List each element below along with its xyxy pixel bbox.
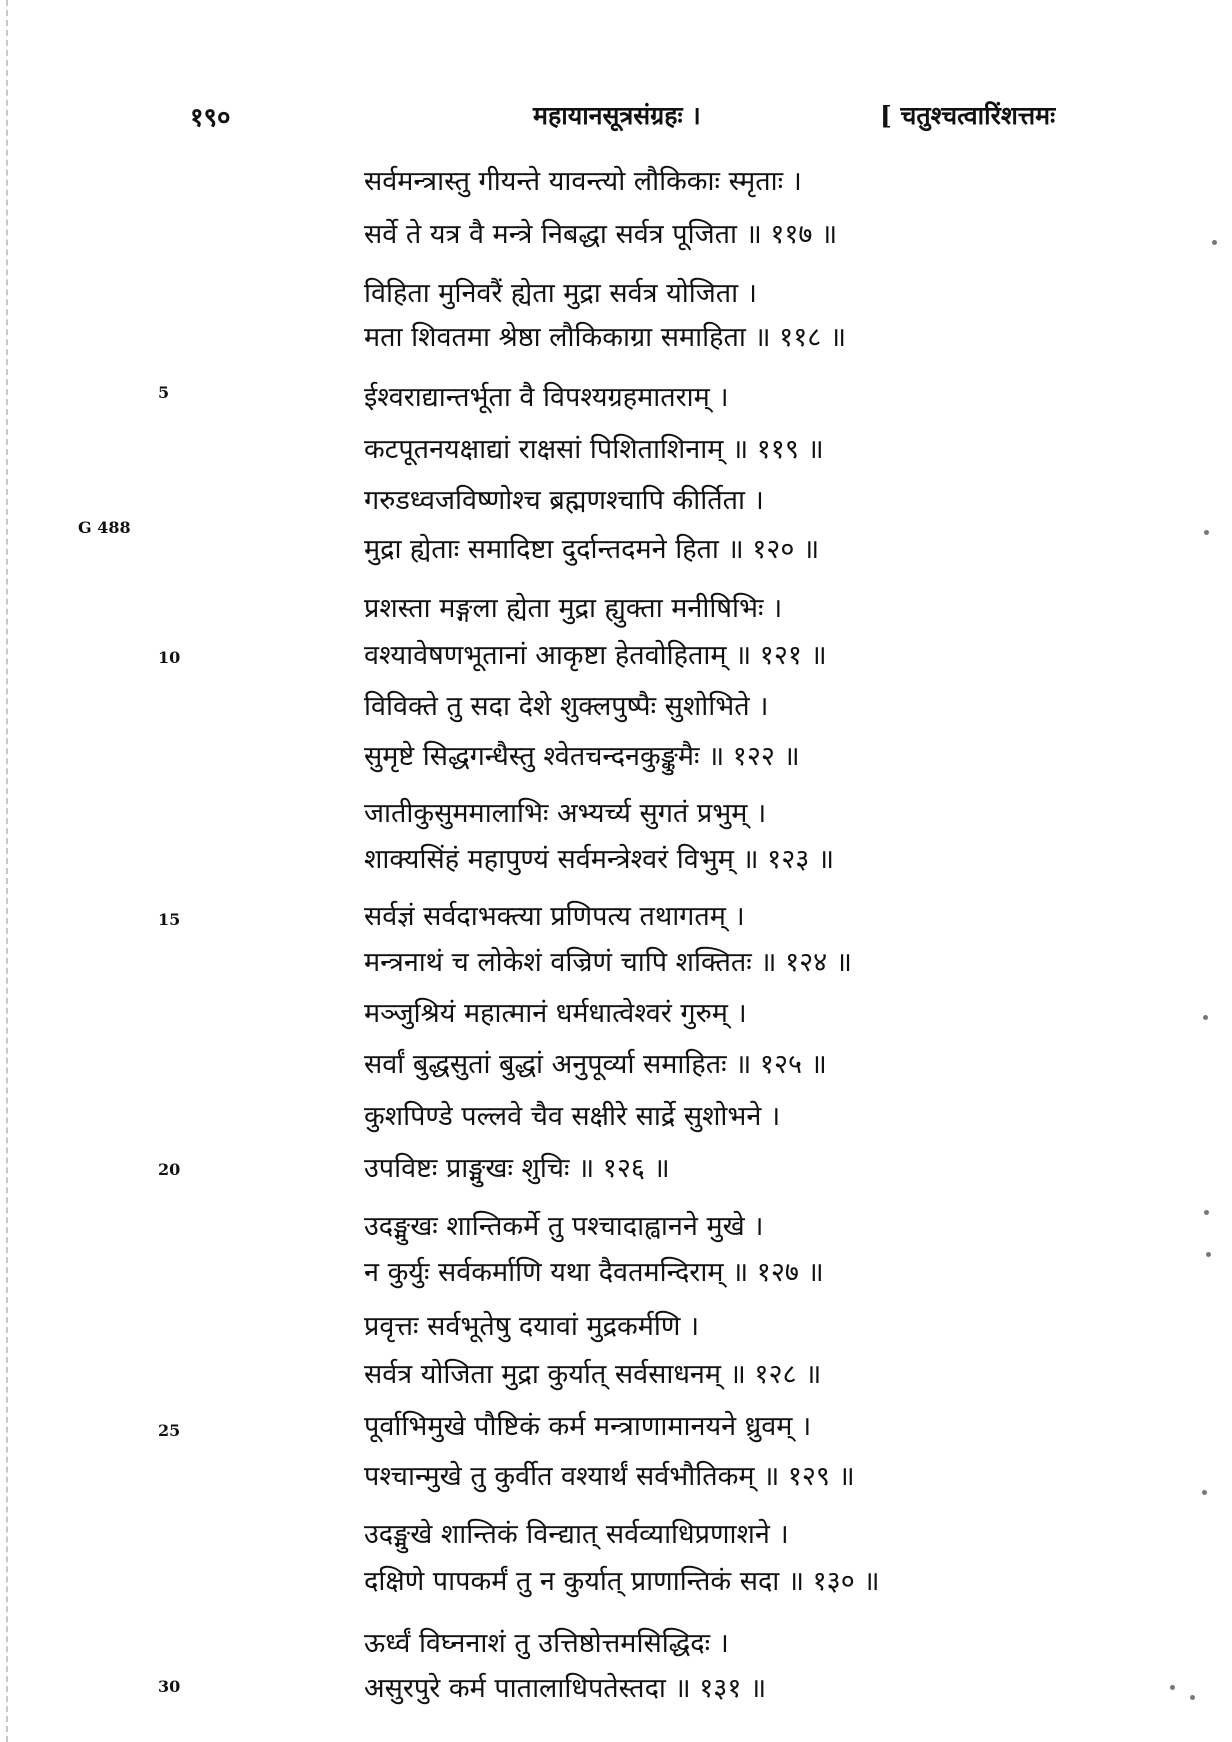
scan-speck: [1190, 1695, 1195, 1700]
margin-line-number: 5: [158, 383, 170, 402]
scan-edge-line: [6, 0, 8, 1742]
margin-line-number: 15: [158, 910, 181, 929]
verse-line: ईश्वराद्यान्तर्भूता वै विपश्यग्रहमातराम् ।: [364, 382, 729, 413]
scan-speck: [1203, 1015, 1208, 1020]
verse-line: सर्वां बुद्धसुतां बुद्धां अनुपूर्व्या समाहितः ॥ १२५ ॥: [364, 1049, 827, 1080]
page-number: १९०: [190, 103, 231, 133]
verse-line: वश्यावेषणभूतानां आकृष्टा हेतवोहिताम् ॥ १२१ ॥: [364, 640, 827, 671]
verse-line: प्रवृत्तः सर्वभूतेषु दयावां मुद्रकर्मणि ।: [364, 1311, 700, 1342]
scan-speck: [1206, 1252, 1211, 1257]
verse-line: मञ्जुश्रियं महात्मानं धर्मधात्वेश्वरं गुरुम् ।: [364, 998, 747, 1029]
verse-line: असुरपुरे कर्म पातालाधिपतेस्तदा ॥ १३१ ॥: [364, 1673, 767, 1704]
margin-manuscript-ref: G 488: [78, 518, 131, 537]
verse-line: सुमृष्टे सिद्धगन्धैस्तु श्वेतचन्दनकुङ्कुमैः ॥ १२२ ॥: [364, 741, 800, 772]
verse-line: कटपूतनयक्षाद्यां राक्षसां पिशिताशिनाम् ॥ ११९ ॥: [364, 434, 824, 465]
verse-line: मता शिवतमा श्रेष्ठा लौकिकाग्रा समाहिता ॥ ११८ ॥: [364, 322, 847, 353]
verse-line: प्रशस्ता मङ्गला ह्येता मुद्रा ह्युक्ता मनीषिभिः ।: [364, 593, 783, 624]
margin-line-number: 20: [158, 1160, 181, 1179]
verse-line: पूर्वाभिमुखे पौष्टिकं कर्म मन्त्राणामानयने ध्रुवम् ।: [364, 1411, 812, 1442]
scan-speck: [1204, 530, 1209, 535]
scan-speck: [1204, 1210, 1209, 1215]
verse-line: गरुडध्वजविष्णोश्च ब्रह्मणश्चापि कीर्तिता ।: [364, 485, 764, 516]
verse-line: पश्चान्मुखे तु कुर्वीत वश्यार्थं सर्वभौतिकम् ॥ १२९ ॥: [364, 1461, 855, 1492]
verse-line: जातीकुसुममालाभिः अभ्यर्च्य सुगतं प्रभुम् ।: [364, 798, 767, 829]
verse-line: सर्वज्ञं सर्वदाभक्त्या प्रणिपत्य तथागतम् ।: [364, 901, 745, 932]
verse-line: सर्वे ते यत्र वै मन्त्रे निबद्धा सर्वत्र पूजिता ॥ ११७ ॥: [364, 219, 838, 250]
scan-speck: [1212, 240, 1217, 245]
verse-line: विहिता मुनिवरैं ह्येता मुद्रा सर्वत्र योजिता ।: [364, 278, 757, 309]
verse-line: सर्वमन्त्रास्तु गीयन्ते यावन्त्यो लौकिकाः स्मृताः ।: [364, 166, 802, 197]
verse-line: सर्वत्र योजिता मुद्रा कुर्यात् सर्वसाधनम् ॥ १२८ ॥: [364, 1359, 822, 1390]
verse-line: मन्त्रनाथं च लोकेशं वज्रिणं चापि शक्तितः ॥ १२४ ॥: [364, 947, 852, 978]
margin-line-number: 30: [158, 1677, 181, 1696]
verse-line: विविक्ते तु सदा देशे शुक्लपुष्पैः सुशोभिते ।: [364, 691, 769, 722]
verse-line: उदङ्मुखे शान्तिकं विन्द्यात् सर्वव्याधिप्रणाशने ।: [364, 1519, 789, 1550]
verse-line: ऊर्ध्वं विघ्ननाशं तु उत्तिष्ठोत्तमसिद्धिदः ।: [364, 1628, 729, 1659]
verse-line: उपविष्टः प्राङ्मुखः शुचिः ॥ १२६ ॥: [364, 1153, 670, 1184]
scan-speck: [1170, 1685, 1175, 1690]
verse-line: दक्षिणे पापकर्मं तु न कुर्यात् प्राणान्तिकं सदा ॥ १३० ॥: [364, 1566, 880, 1597]
scan-speck: [1202, 1490, 1207, 1495]
verse-line: शाक्यसिंहं महापुण्यं सर्वमन्त्रेश्वरं विभुम् ॥ १२३ ॥: [364, 844, 835, 875]
chapter-heading: [ चतुश्चत्वारिंशत्तमः: [880, 101, 1056, 130]
verse-line: न कुर्युः सर्वकर्माणि यथा दैवतमन्दिराम् ॥ १२७ ॥: [364, 1257, 824, 1288]
verse-line: मुद्रा ह्येताः समादिष्टा दुर्दान्तदमने हिता ॥ १२० ॥: [364, 534, 820, 565]
verse-line: कुशपिण्डे पल्लवे चैव सक्षीरे सार्द्रे सुशोभने ।: [364, 1101, 781, 1132]
verse-line: उदङ्मुखः शान्तिकर्मे तु पश्चादाह्वानने मुखे ।: [364, 1211, 764, 1242]
margin-line-number: 10: [158, 648, 181, 667]
margin-line-number: 25: [158, 1421, 181, 1440]
running-title: महायानसूत्रसंग्रहः ।: [533, 101, 701, 130]
